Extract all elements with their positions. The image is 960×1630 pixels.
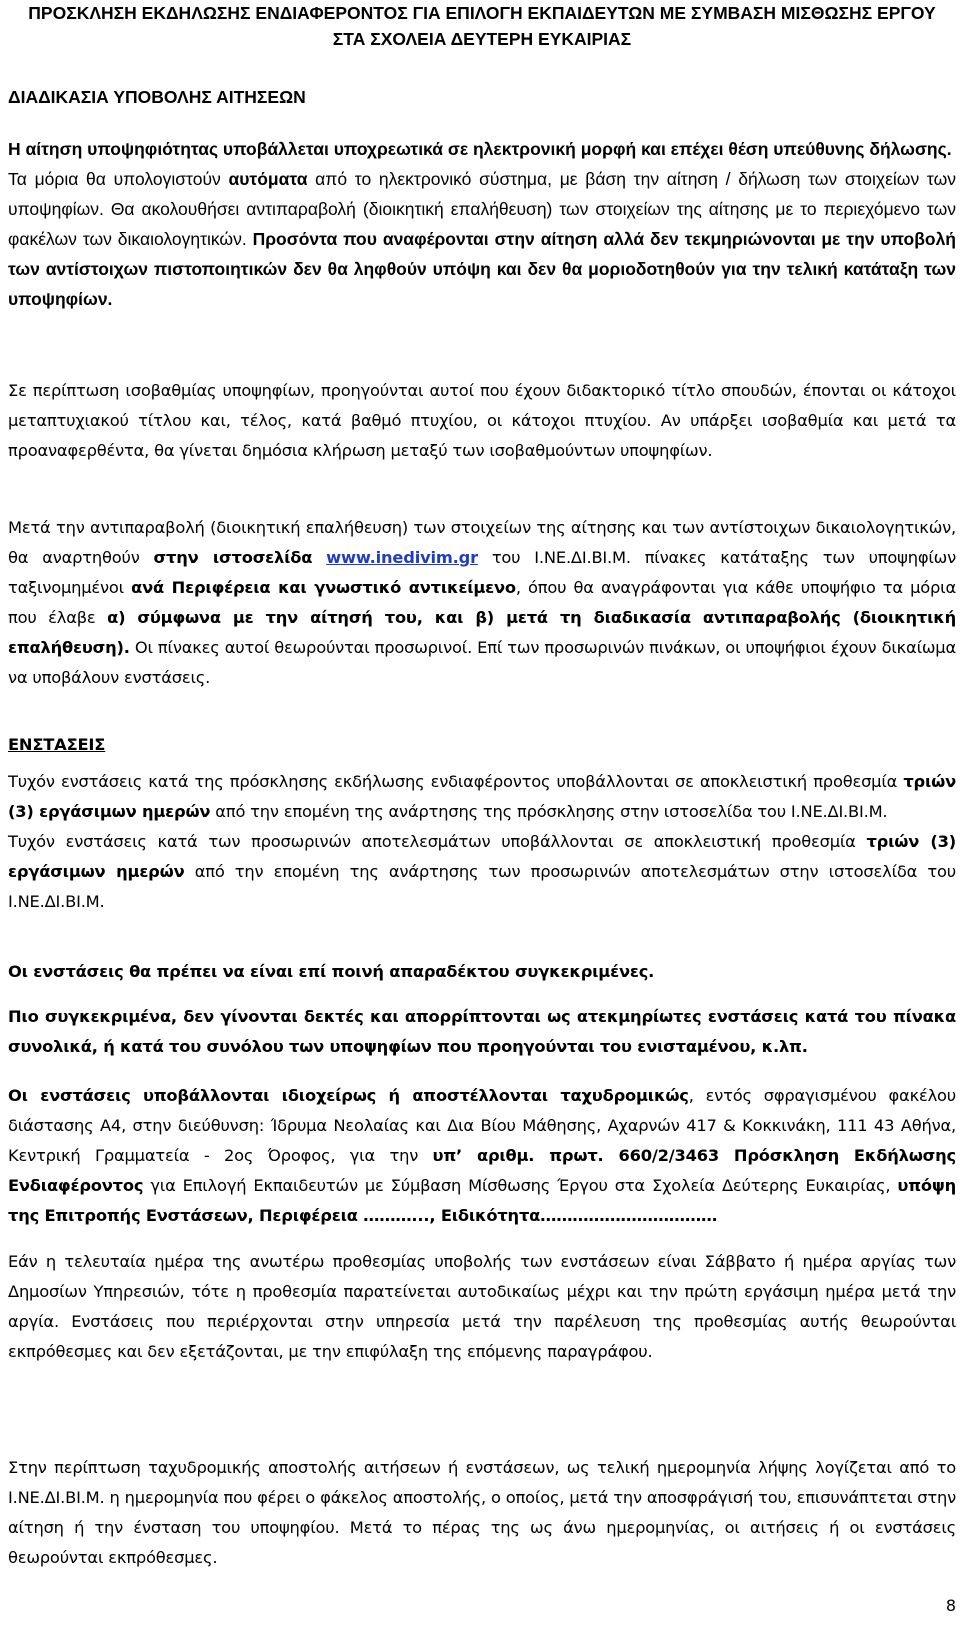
inedivim-link[interactable]: www.inedivim.gr <box>326 548 478 567</box>
objections-paragraph-postal: Στην περίπτωση ταχυδρομικής αποστολής αιτήσεων ή ενστάσεων, ως τελική ημερομηνία λήψης λογίζεται από το Ι.ΝΕ.ΔΙ.ΒΙ.Μ. η ημερομηνία που φέρει ο φάκελος αποστολής, ο οποίος, μετά την αποσφράγισή του, επισυνάπτεται στην αίτηση ή την ένσταση του υποψηφίου. Μετά το πέρας της ως άνω ημερομηνίας, οι αιτήσεις ή οι ενστάσεις θεωρούνται εκπρόθεσμες. <box>8 1458 956 1567</box>
page-number: 8 <box>945 1596 956 1615</box>
header-line-1: ΠΡΟΣΚΛΗΣΗ ΕΚΔΗΛΩΣΗΣ ΕΝΔΙΑΦΕΡΟΝΤΟΣ ΓΙΑ ΕΠΙΛΟΓΗ ΕΚΠΑΙΔΕΥΤΩΝ ΜΕ ΣΥΜΒΑΣΗ ΜΙΣΘΩΣΗΣ ΕΡΓΟΥ <box>28 3 936 23</box>
submission-paragraph-1: Η αίτηση υποψηφιότητας υποβάλλεται υποχρεωτικά σε ηλεκτρονική μορφή και επέχει θέση υπεύθυνης δήλωσης. Τα μόρια θα υπολογιστούν αυτόματα από το ηλεκτρονικό σύστημα, με βάση την αίτηση / δήλωση των στοιχείων των υποψηφίων. Θα ακολουθήσει αντιπαραβολή (διοικητική επαλήθευση) των στοιχείων της αίτησης με το περιεχόμενο των φακέλων των δικαιολογητικών. Προσόντα που αναφέρονται στην αίτηση αλλά δεν τεκμηριώνονται με την υποβολή των αντίστοιχων πιστοποιητικών δεν θα ληφθούν υπόψη και δεν θα μοριοδοτηθούν για την τελική κατάταξη των υποψηφίων. <box>8 139 956 309</box>
objections-section-title: ΕΝΣΤΑΣΕΙΣ <box>8 735 106 754</box>
ranking-paragraph: Μετά την αντιπαραβολή (διοικητική επαλήθευση) των στοιχείων της αίτησης και των αντίστοιχων δικαιολογητικών, θα αναρτηθούν στην ιστοσελίδα www.inedivim.gr του Ι.ΝΕ.ΔΙ.ΒΙ.Μ. πίνακες κατάταξης των υποψηφίων ταξινομημένοι ανά Περιφέρεια και γνωστικό αντικείμενο, όπου θα αναγράφονται για κάθε υποψήφιο τα μόρια που έλαβε α) σύμφωνα με την αίτησή του, και β) μετά τη διαδικασία αντιπαραβολής (διοικητική επαλήθευση). Οι πίνακες αυτοί θεωρούνται προσωρινοί. Επί των προσωρινών πινάκων, οι υποψήφιοι έχουν δικαίωμα να υποβάλουν ενστάσεις. <box>8 518 957 687</box>
objections-paragraph-1: Τυχόν ενστάσεις κατά της πρόσκλησης εκδήλωσης ενδιαφέροντος υποβάλλονται σε αποκλειστική προθεσμία τριών (3) εργάσιμων ημερών από την επομένη της ανάρτησης της πρόσκλησης στην ιστοσελίδα του Ι.ΝΕ.ΔΙ.ΒΙ.Μ. Τυχόν ενστάσεις κατά των προσωρινών αποτελεσμάτων υποβάλλονται σε αποκλειστική προθεσμία τριών (3) εργάσιμων ημερών από την επομένη της ανάρτησης των προσωρινών αποτελεσμάτων στην ιστοσελίδα του Ι.ΝΕ.ΔΙ.ΒΙ.Μ. <box>8 772 956 911</box>
header-line-2: ΣΤΑ ΣΧΟΛΕΙΑ ΔΕΥΤΕΡΗ ΕΥΚΑΙΡΙΑΣ <box>332 29 632 49</box>
tiebreak-paragraph: Σε περίπτωση ισοβαθμίας υποψηφίων, προηγούνται αυτοί που έχουν διδακτορικό τίτλο σπουδών, έπονται οι κάτοχοι μεταπτυχιακού τίτλου και, τέλος, κατά βαθμό πτυχίου, οι κάτοχοι πτυχίου. Αν υπάρξει ισοβαθμία και μετά τα προαναφερθέντα, θα γίνεται δημόσια κλήρωση μεταξύ των ισοβαθμούντων υποψηφίων. <box>8 381 956 460</box>
objections-paragraph-deadline: Εάν η τελευταία ημέρα της ανωτέρω προθεσμίας υποβολής των ενστάσεων είναι Σάββατο ή ημέρα αργίας των Δημοσίων Υπηρεσιών, τότε η προθεσμία παρατείνεται αυτοδικαίως μέχρι και την πρώτη εργάσιμη ημέρα μετά την αργία. Ενστάσεις που περιέρχονται στην υπηρεσία μετά την παρέλευση της προθεσμίας αυτής θεωρούνται εκπρόθεσμες και δεν εξετάζονται, με την επιφύλαξη της επόμενης παραγράφου. <box>8 1252 956 1361</box>
submission-p1-bold-lead: Η αίτηση υποψηφιότητας υποβάλλεται υποχρεωτικά σε ηλεκτρονική μορφή και επέχει θέση υπεύθυνης δήλωσης. <box>8 139 952 159</box>
objections-paragraph-specific: Οι ενστάσεις θα πρέπει να είναι επί ποινή απαραδέκτου συγκεκριμένες. <box>8 962 655 981</box>
document-header <box>8 0 956 52</box>
submission-section-title: ΔΙΑΔΙΚΑΣΙΑ ΥΠΟΒΟΛΗΣ ΑΙΤΗΣΕΩΝ <box>8 87 306 107</box>
objections-paragraph-rejected: Πιο συγκεκριμένα, δεν γίνονται δεκτές και απορρίπτονται ως ατεκμηρίωτες ενστάσεις κατά του πίνακα συνολικά, ή κατά του συνόλου των υποψηφίων που προηγούνται του ενισταμένου, κ.λπ. <box>8 1007 956 1056</box>
objections-paragraph-delivery: Οι ενστάσεις υποβάλλονται ιδιοχείρως ή αποστέλλονται ταχυδρομικώς, εντός σφραγισμένου φακέλου διάστασης Α4, στην διεύθυνση: Ίδρυμα Νεολαίας και Δια Βίου Μάθησης, Αχαρνών 417 & Κοκκινάκη, 111 43 Αθήνα, Κεντρική Γραμματεία - 2ος Όροφος, για την υπ’ αριθμ. πρωτ. 660/2/3463 Πρόσκληση Εκδήλωσης Ενδιαφέροντος για Επιλογή Εκπαιδευτών με Σύμβαση Μίσθωσης Έργου στα Σχολεία Δεύτερης Ευκαιρίας, υπόψη της Επιτροπής Ενστάσεων, Περιφέρεια ………..., Ειδικότητα…………………………… <box>8 1086 956 1225</box>
